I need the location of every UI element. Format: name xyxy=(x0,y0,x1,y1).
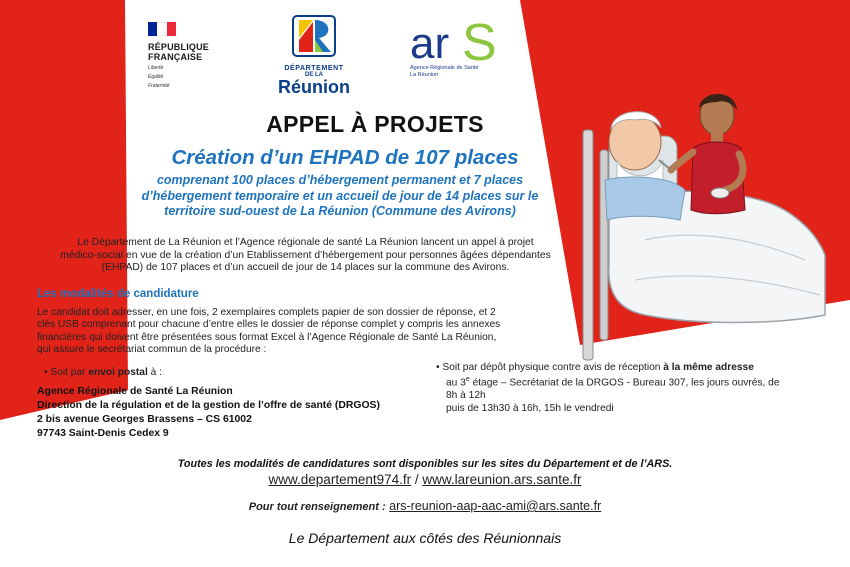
slogan: Le Département aux côtés des Réunionnais xyxy=(288,530,562,546)
rf-motto2: Égalité xyxy=(148,74,164,80)
contact-line xyxy=(0,499,850,513)
contact-email-link[interactable]: ars-reunion-aap-aac-ami@ars.sante.fr xyxy=(389,499,602,513)
ars-line1: Agence Régionale de Santé xyxy=(410,65,479,71)
intro-line: Le Département de La Réunion et l’Agence régionale de santé La Réunion lancent un appel à projet xyxy=(77,237,534,248)
rf-line1: RÉPUBLIQUE xyxy=(148,42,210,52)
option-postal-prefix: • Soit par xyxy=(44,367,89,378)
subtitle-detail-line: d’hébergement temporaire et un accueil de jour de 14 places sur le xyxy=(141,188,539,203)
option-physique-floor-sup: e xyxy=(465,376,470,384)
departement-logo xyxy=(270,14,358,96)
departement-line2: DE LA xyxy=(305,72,323,78)
address-line: Direction de la régulation et de la gestion de l’offre de santé (DRGOS) xyxy=(37,400,380,411)
republique-francaise-logo xyxy=(148,22,218,89)
option-physique-office: étage – Secrétariat de la DRGOS - Bureau 307, les jours ouvrés, de xyxy=(469,377,780,389)
departement-emblem-icon xyxy=(291,14,337,58)
ars-link[interactable]: www.lareunion.ars.sante.fr xyxy=(422,472,582,487)
option-postal-suffix: à : xyxy=(147,367,162,378)
option-postal xyxy=(44,367,162,378)
address-line: 2 bis avenue Georges Brassens – CS 61002 xyxy=(37,414,252,425)
ars-logo xyxy=(410,20,525,79)
ars-line2: La Réunion xyxy=(410,72,439,78)
intro-line: (EHPAD) de 107 places et d’un accueil de jour de 14 places sur la commune des Avirons. xyxy=(101,262,510,273)
address-line: Agence Régionale de Santé La Réunion xyxy=(37,386,233,397)
option-physique-floor: au 3 xyxy=(446,377,466,389)
modalites-line: financières qui doivent être présentées sous format Excel à l’Agence Régionale de Santé La Réunion, xyxy=(37,331,497,343)
departement-line3: Réunion xyxy=(278,77,350,97)
rf-line2: FRANÇAISE xyxy=(148,52,203,62)
address-line: 97743 Saint-Denis Cedex 9 xyxy=(37,428,169,439)
subtitle-detail xyxy=(90,173,590,220)
option-physique-bold: à la même adresse xyxy=(663,362,754,373)
availability-note: Toutes les modalités de candidatures sont disponibles sur les sites du Département et de l’ARS. xyxy=(177,458,673,470)
departement-line1: DÉPARTEMENT xyxy=(284,65,344,72)
modalites-line: Le candidat doit adresser, en une fois, 2 exemplaires complets papier de son dossier de réponse, et 2 xyxy=(37,307,496,318)
ars-wordmark-icon xyxy=(410,20,522,64)
rf-motto1: Liberté xyxy=(148,65,164,71)
modalites-line: clés USB comprenant pour chacune d’entre elles le dossier de réponse complet y compris les annexes xyxy=(37,319,501,331)
svg-text:ar: ar xyxy=(410,20,450,64)
subtitle-detail-line: territoire sud-ouest de La Réunion (Commune des Avirons) xyxy=(164,204,516,218)
option-physique xyxy=(436,362,808,415)
contact-label: Pour tout renseignement : xyxy=(248,501,386,513)
departement-link[interactable]: www.departement974.fr xyxy=(268,472,412,487)
section-heading: Les modalités de candidature xyxy=(37,288,199,300)
modalites-line: qui assure le secrétariat commun de la procédure : xyxy=(37,344,267,356)
french-flag-icon xyxy=(148,22,176,36)
svg-text:S: S xyxy=(462,20,497,64)
option-physique-prefix: • Soit par dépôt physique contre avis de réception xyxy=(436,362,664,373)
page-title: APPEL À PROJETS xyxy=(266,111,484,137)
option-physique-hours: 8h à 12h xyxy=(446,390,486,402)
link-separator: / xyxy=(411,472,423,487)
page-subtitle: Création d’un EHPAD de 107 places xyxy=(171,146,519,169)
subtitle-detail-line: comprenant 100 places d’hébergement permanent et 7 places xyxy=(156,173,524,187)
option-postal-bold: envoi postal xyxy=(88,367,148,378)
postal-address xyxy=(37,385,437,441)
website-links xyxy=(0,472,850,487)
intro-paragraph xyxy=(38,237,573,275)
rf-motto3: Fraternité xyxy=(148,83,170,89)
intro-line: médico-social en vue de la création d’un Etablissement d’hébergement pour personnes âgées dépendantes xyxy=(60,249,551,261)
modalites-paragraph xyxy=(37,307,542,357)
option-physique-hours-afternoon: puis de 13h30 à 16h, 15h le vendredi xyxy=(446,402,614,414)
